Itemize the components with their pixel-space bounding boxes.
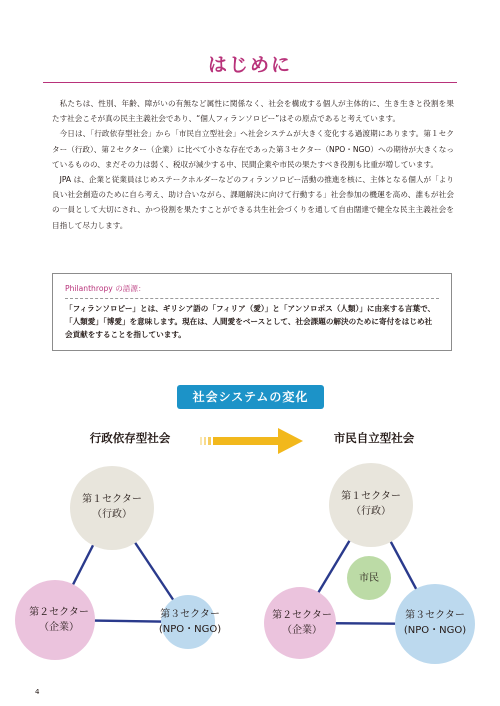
right-sector2-label: 第２セクター （企業） xyxy=(272,610,332,636)
intro-paragraph: JPA は、企業と従業員はじめステークホルダーなどのフィランソロピー活動の推進を核に、主体となる個人が「より良い社会創造のために自ら考え、助け合いながら、課題解決に向けて行動する」社会参加の機運を高め、誰もが社会の一員として大切にされ、かつ役割を果たすことができる共生社会づくりを通して自由闊達で健全な民主主義社会を目指して尽力します。 xyxy=(52,175,454,230)
left-diagram-title: 行政依存型社会 xyxy=(89,431,171,445)
left-sector1-label: 第１セクター （行政） xyxy=(82,494,142,520)
etymology-text: 「フィランソロピー」とは、ギリシア語の「フィリア（愛）」と「アンソロポス（人類）」に由来する言葉で、「人類愛」「博愛」を意味します。現在は、人間愛をベースとして、社会課題の解決のために寄付をはじめ社会貢献をすることを指しています。 xyxy=(65,304,436,340)
intro-paragraph: 私たちは、性別、年齢、障がいの有無など属性に関係なく、社会を構成する個人が主体的に、生き生きと役割を果たす社会こそが真の民主主義社会であり、“個人フィランソロピー”はその原点であると考えています。 xyxy=(52,99,454,124)
page-number: 4 xyxy=(35,688,40,696)
diagram-banner: 社会システムの変化 xyxy=(177,385,324,409)
etymology-heading: Philanthropy の語源： xyxy=(65,284,146,293)
left-sector2-label: 第２セクター （企業） xyxy=(29,607,89,633)
left-sector3-label: 第３セクター (NPO・NGO) xyxy=(158,609,222,635)
intro-paragraph: 今日は、「行政依存型社会」から「市民自立型社会」へ社会システムが大きく変化する過渡期にあります。第１セクター（行政）、第２セクター（企業）に比べて小さな存在であった第３セクター（NPO・NGO）への期待が大きくなっているものの、まだその力は弱く、税収が減少する中、民間企業や市民の果たすべき役割も比重が増しています。 xyxy=(52,129,454,169)
right-diagram-title: 市民自立型社会 xyxy=(333,431,415,445)
page-title: はじめに xyxy=(207,54,292,76)
right-sector3-label: 第３セクター (NPO・NGO) xyxy=(403,610,467,636)
citizen-label: 市民 xyxy=(359,573,379,584)
right-sector1-label: 第１セクター （行政） xyxy=(341,491,401,517)
transition-arrow-icon xyxy=(200,428,303,454)
